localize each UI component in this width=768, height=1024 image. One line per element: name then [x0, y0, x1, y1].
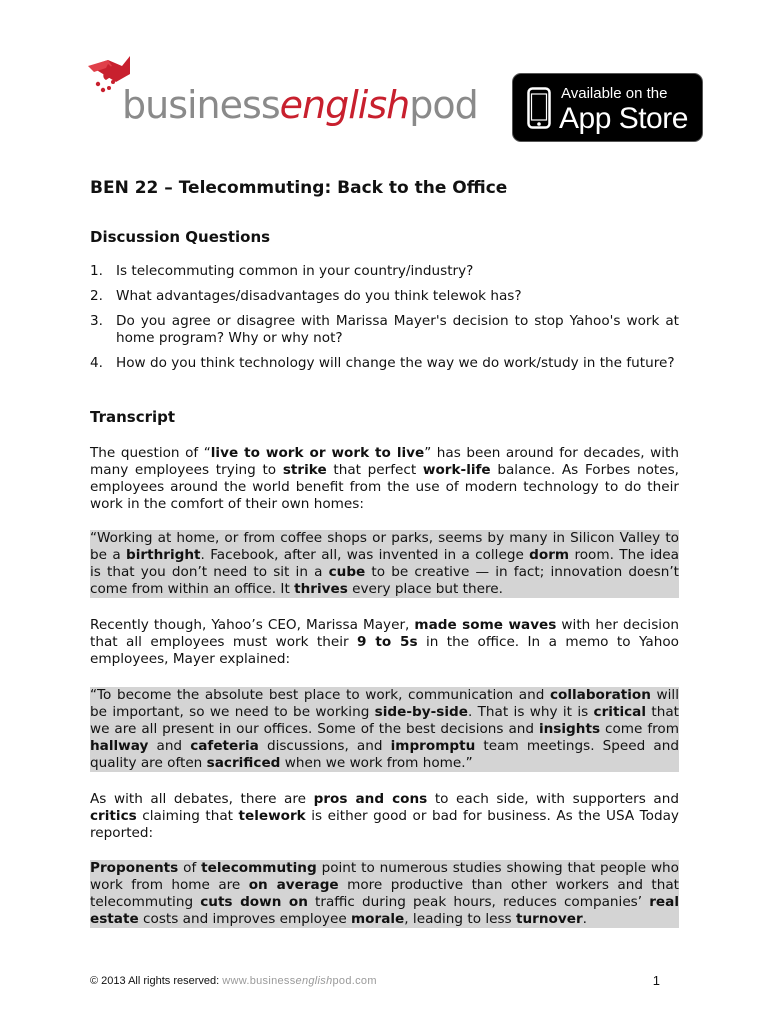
- copyright-text: © 2013 All rights reserved:: [90, 975, 220, 987]
- page-title: BEN 22 – Telecommuting: Back to the Office: [90, 178, 508, 198]
- bold-vocab-term: live to work or work to live: [210, 445, 425, 461]
- bold-vocab-term: pros and cons: [313, 791, 428, 807]
- discussion-question-list: [90, 263, 679, 380]
- bold-vocab-term: cube: [328, 564, 366, 580]
- discussion-heading: Discussion Questions: [90, 228, 271, 246]
- list-item: 1. Is telecommuting common in your country/industry?: [90, 263, 474, 279]
- bold-vocab-term: Proponents: [90, 860, 179, 876]
- bold-vocab-term: telework: [238, 808, 306, 824]
- iphone-icon: [527, 87, 551, 129]
- bold-vocab-term: real estate: [90, 894, 679, 927]
- bold-vocab-term: collaboration: [549, 687, 651, 703]
- bold-vocab-term: critical: [593, 704, 647, 720]
- bold-vocab-term: hallway: [90, 738, 149, 754]
- bold-vocab-term: turnover: [515, 911, 583, 927]
- bold-vocab-term: dorm: [529, 547, 570, 563]
- footer-url-link[interactable]: www.businessenglishpod.com: [222, 975, 377, 987]
- app-store-badge[interactable]: [512, 73, 703, 142]
- list-item: 3. Do you agree or disagree with Marissa Mayer's decision to stop Yahoo's work at home program? Why or why not?: [90, 313, 679, 346]
- transcript-heading: Transcript: [90, 408, 176, 426]
- businessenglishpod-logo: [86, 52, 486, 132]
- list-item: 2. What advantages/disadvantages do you think telewok has?: [90, 288, 522, 304]
- bold-vocab-term: insights: [538, 721, 601, 737]
- logo-wordmark: businessenglishpod: [122, 83, 478, 127]
- bold-vocab-term: telecommuting: [201, 860, 317, 876]
- bold-vocab-term: birthright: [126, 547, 201, 563]
- transcript-paragraph-3: As with all debates, there are pros and cons to each side, with supporters and critics claiming that telework is either good or bad for business. As the USA Today reported:: [90, 791, 679, 841]
- page-footer: [90, 975, 679, 987]
- bold-vocab-term: thrives: [294, 581, 348, 597]
- bold-vocab-term: strike: [282, 462, 327, 478]
- list-item: 4. How do you think technology will change the way we do work/study in the future?: [90, 355, 675, 371]
- page-number: 1: [652, 973, 660, 988]
- bold-vocab-term: work-life: [422, 462, 491, 478]
- quote-forbes: “Working at home, or from coffee shops or parks, seems by many in Silicon Valley to be a birthright. Facebook, after all, was invented in a college dorm room. The idea is that you don’t need to sit in a cube to be creative — in fact; innovation doesn’t come from within an office. It thrives every place but there.: [90, 530, 679, 597]
- bold-vocab-term: morale: [351, 911, 405, 927]
- bold-vocab-term: on average: [248, 877, 339, 893]
- app-store-line2: App Store: [559, 102, 688, 135]
- bold-vocab-term: side-by-side: [374, 704, 468, 720]
- quote-usa-today: Proponents of telecommuting point to numerous studies showing that people who work from home are on average more productive than other workers and that telecommuting cuts down on traffic during peak hours, reduces companies’ real estate costs and improves employee morale, leading to less turnover.: [90, 860, 679, 927]
- bold-vocab-term: cuts down on: [200, 894, 308, 910]
- bold-vocab-term: critics: [90, 808, 137, 824]
- transcript-paragraph-2: Recently though, Yahoo’s CEO, Marissa Mayer, made some waves with her decision that all employees must work their 9 to 5s in the office. In a memo to Yahoo employees, Mayer explained:: [90, 617, 679, 667]
- transcript-paragraph-1: The question of “live to work or work to live” has been around for decades, with many employees trying to strike that perfect work-life balance. As Forbes notes, employees around the world benefit from the use of modern technology to do their work in the comfort of their own homes:: [90, 445, 679, 512]
- app-store-line1: Available on the: [561, 85, 668, 102]
- bold-vocab-term: impromptu: [390, 738, 476, 754]
- bold-vocab-term: sacrificed: [206, 755, 281, 771]
- bold-vocab-term: made some waves: [414, 617, 557, 633]
- bold-vocab-term: 9 to 5s: [357, 634, 418, 650]
- quote-mayer-memo: “To become the absolute best place to work, communication and collaboration will be important, so we need to be working side-by-side. That is why it is critical that we are all present in our offices. Some of the best decisions and insights come from hallway and cafeteria discussions, and impromptu team meetings. Speed and quality are often sacrificed when we work from home.”: [90, 687, 679, 771]
- bold-vocab-term: cafeteria: [190, 738, 259, 754]
